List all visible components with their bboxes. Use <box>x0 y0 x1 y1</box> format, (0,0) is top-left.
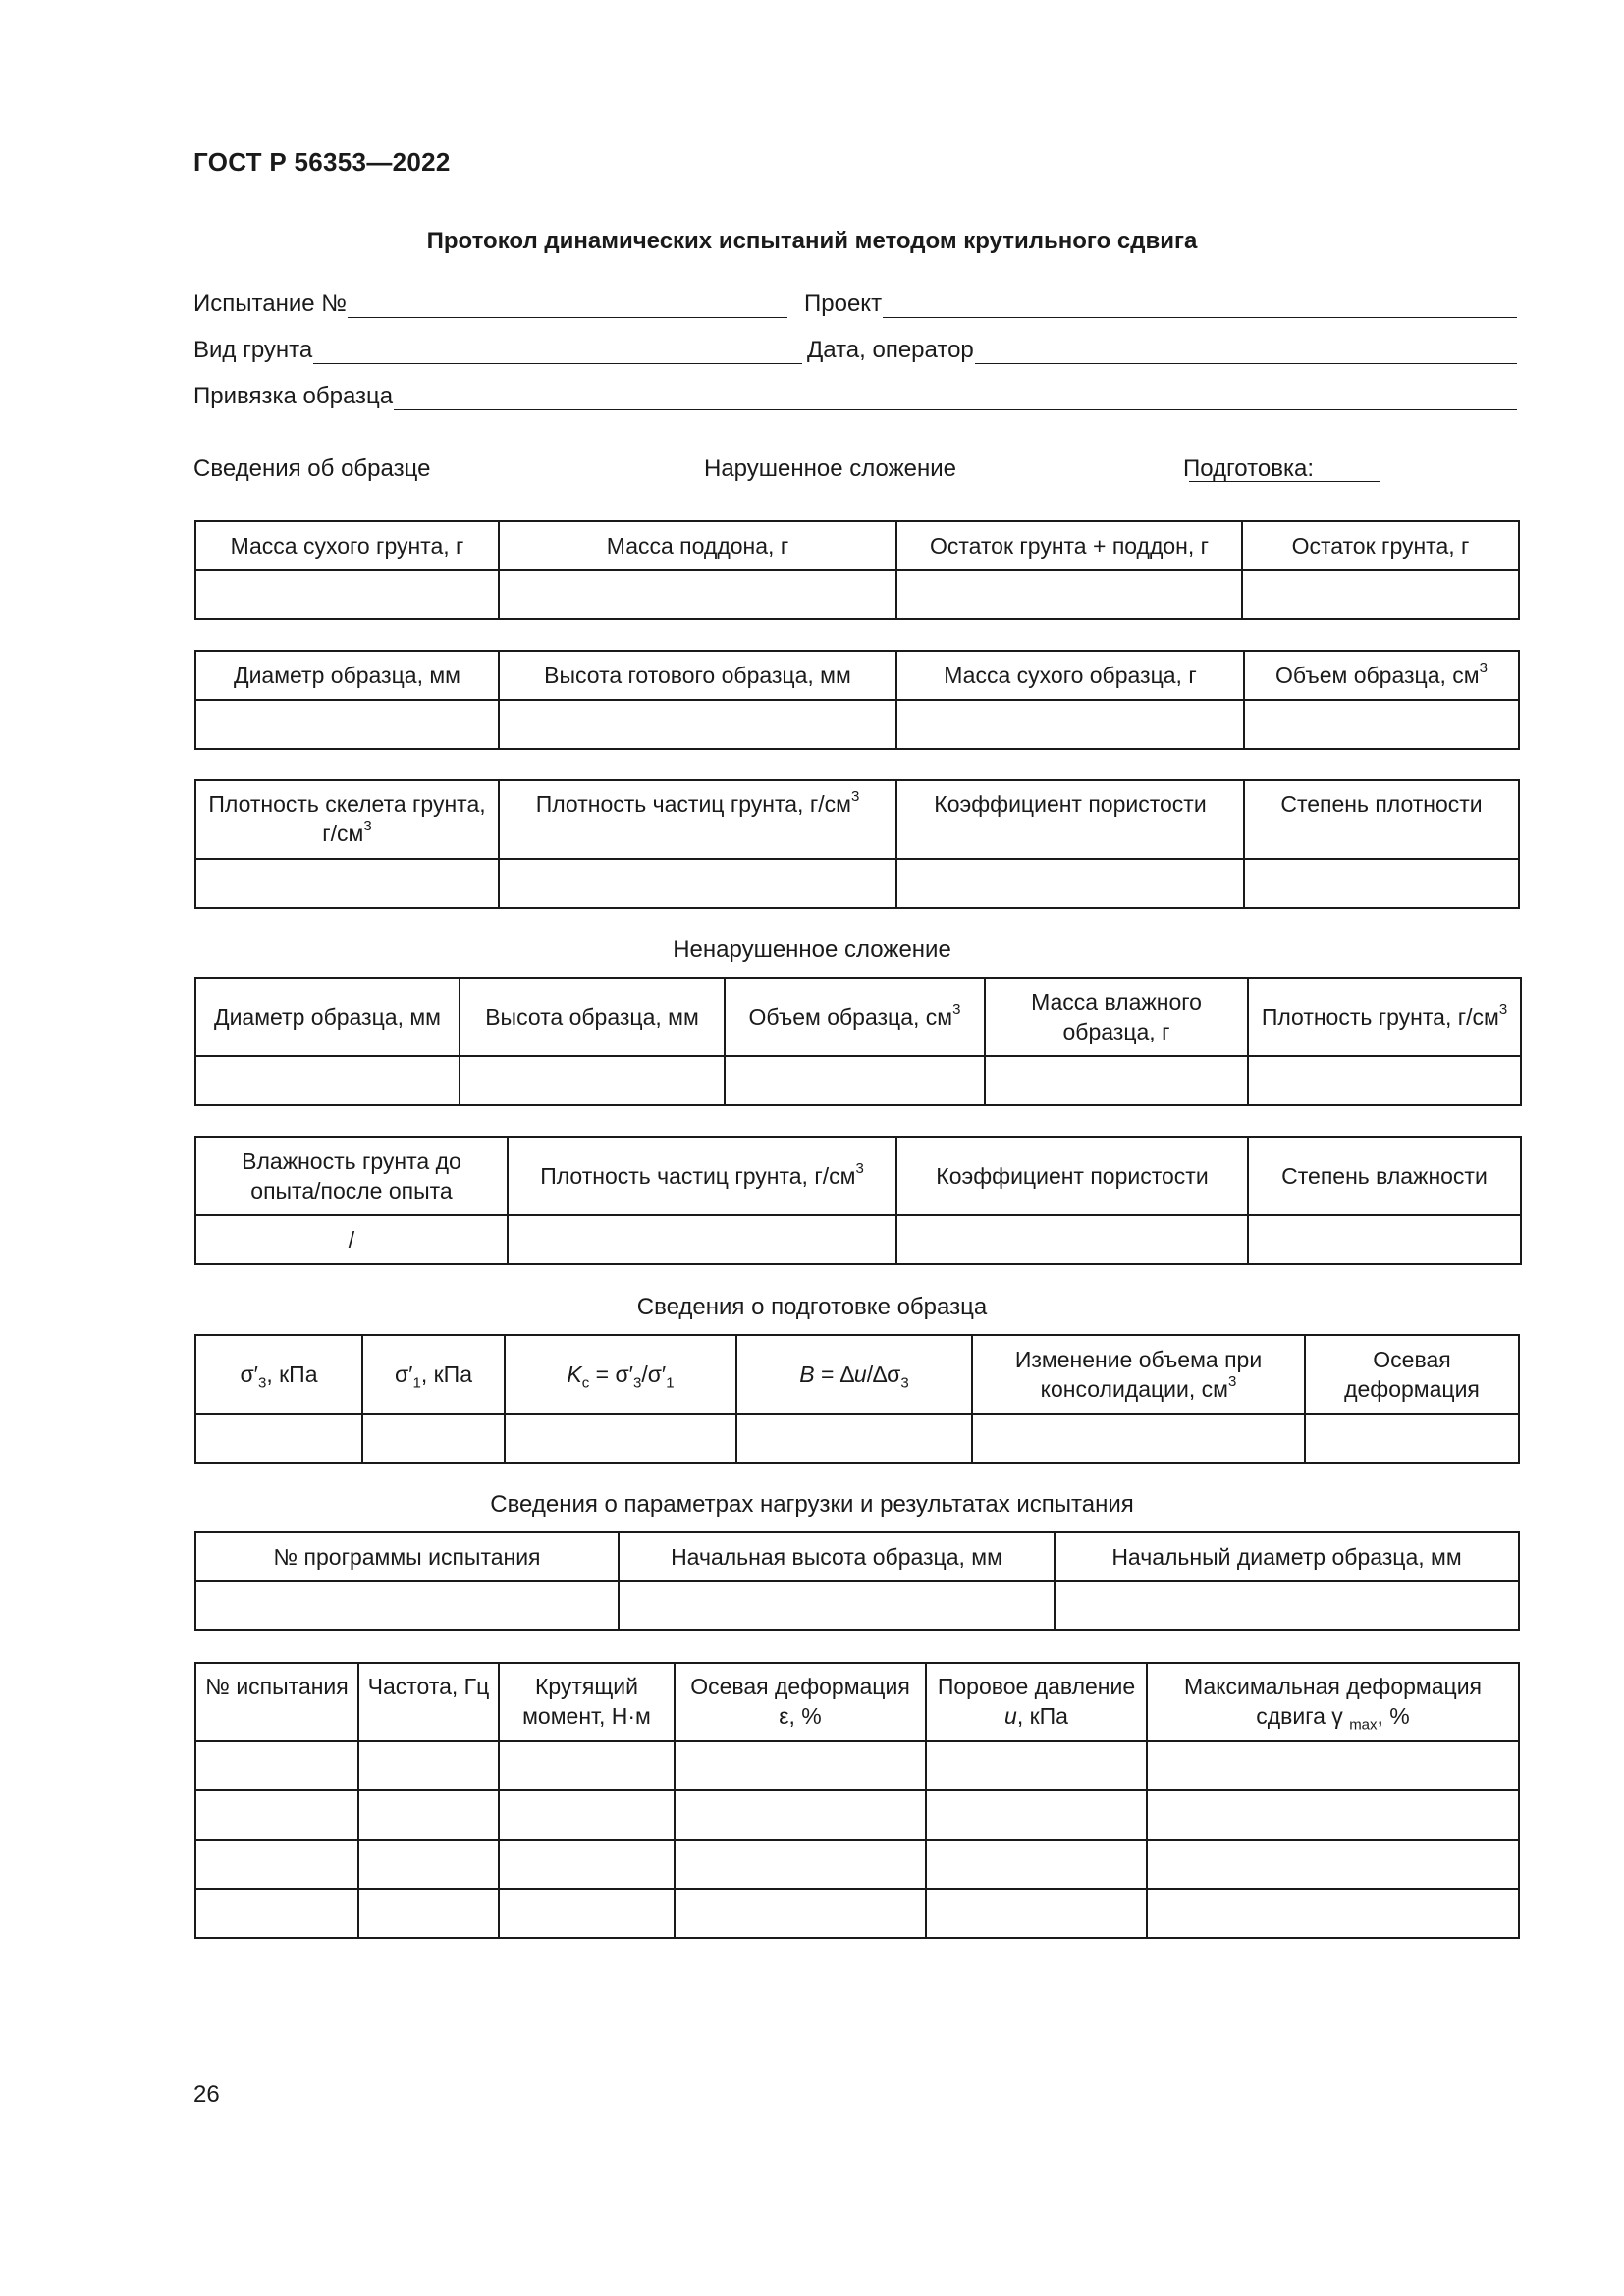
table-test-program <box>194 1531 1520 1631</box>
header-frequency: Частота, Гц <box>358 1663 499 1741</box>
table-cell[interactable] <box>499 859 896 908</box>
table-row <box>195 1790 1519 1840</box>
table-cell[interactable] <box>499 1840 675 1889</box>
sample-location-line[interactable] <box>394 384 1517 410</box>
document-id: ГОСТ Р 56353—2022 <box>193 147 451 177</box>
preparation-heading: Сведения о подготовке образца <box>636 1294 988 1320</box>
header-program-number: № программы испытания <box>195 1532 619 1581</box>
table-cell[interactable] <box>362 1414 505 1463</box>
header-sigma1: $\sigma'_1$, кПа <box>362 1335 505 1414</box>
table-cell[interactable] <box>896 700 1244 749</box>
header-moisture: Влажность грунта до опыта/после опыта <box>195 1137 508 1215</box>
header-tray-mass: Масса поддона, г <box>499 521 896 570</box>
preparation-label: Подготовка: <box>1183 455 1314 482</box>
table-cell[interactable] <box>195 859 499 908</box>
header-dry-sample-mass: Масса сухого образца, г <box>896 651 1244 700</box>
table-cell[interactable] <box>195 1414 362 1463</box>
sample-location-field[interactable] <box>193 377 1517 410</box>
test-number-label: Испытание № <box>193 291 347 317</box>
header-test-number: № испытания <box>195 1663 358 1741</box>
date-operator-field[interactable] <box>807 331 1517 364</box>
disturbed-label: Нарушенное сложение <box>704 455 956 482</box>
protocol-title: Протокол динамических испытаний методом крутильного сдвига <box>426 228 1198 254</box>
table-preparation <box>194 1334 1520 1464</box>
table-cell[interactable] <box>1147 1790 1519 1840</box>
table-cell[interactable] <box>896 570 1242 619</box>
table-cell[interactable] <box>195 1056 460 1105</box>
table-cell[interactable] <box>1248 1056 1521 1105</box>
header-initial-diameter: Начальный диаметр образца, мм <box>1055 1532 1519 1581</box>
table-cell[interactable] <box>1147 1741 1519 1790</box>
table-cell[interactable] <box>508 1215 896 1264</box>
table-cell[interactable] <box>499 1790 675 1840</box>
table-cell[interactable] <box>195 570 499 619</box>
header-particle-density-2: Плотность частиц грунта, $г/см^3$ <box>508 1137 896 1215</box>
table-cell[interactable] <box>926 1790 1147 1840</box>
table-moisture <box>194 1136 1522 1265</box>
header-density-degree: Степень плотности <box>1244 780 1519 859</box>
table-cell[interactable] <box>926 1889 1147 1938</box>
table-row <box>195 1741 1519 1790</box>
table-cell[interactable] <box>675 1840 926 1889</box>
table-cell[interactable] <box>358 1741 499 1790</box>
header-residue: Остаток грунта, г <box>1242 521 1519 570</box>
table-dry-mass <box>194 520 1520 620</box>
header-axial-strain: Осевая деформация ε, % <box>675 1663 926 1741</box>
preparation-line[interactable] <box>1189 455 1380 482</box>
table-cell[interactable] <box>972 1414 1305 1463</box>
table-cell[interactable] <box>499 1889 675 1938</box>
test-number-line[interactable] <box>348 292 787 318</box>
table-cell[interactable] <box>195 1840 358 1889</box>
table-cell[interactable] <box>499 1741 675 1790</box>
soil-type-label: Вид грунта <box>193 337 313 363</box>
header-porosity-coefficient-2: Коэффициент пористости <box>896 1137 1248 1215</box>
date-operator-label: Дата, оператор <box>807 337 974 363</box>
table-cell[interactable] <box>896 859 1244 908</box>
project-field[interactable] <box>804 285 1517 318</box>
table-cell[interactable] <box>1147 1840 1519 1889</box>
table-test-results <box>194 1662 1520 1939</box>
field-row-1 <box>193 285 1517 318</box>
table-sample-dimensions <box>194 650 1520 750</box>
table-cell[interactable] <box>195 1790 358 1840</box>
header-torque: Крутящий момент, Н·м <box>499 1663 675 1741</box>
undisturbed-heading: Ненарушенное сложение <box>673 936 951 963</box>
header-skeleton-density: Плотность скелета грунта, $г/см^3$ <box>195 780 499 859</box>
table-undisturbed-sample <box>194 977 1522 1106</box>
header-porosity-coefficient: Коэффициент пористости <box>896 780 1244 859</box>
header-dry-soil-mass: Масса сухого грунта, г <box>195 521 499 570</box>
load-params-heading: Сведения о параметрах нагрузки и результатах испытания <box>490 1491 1134 1518</box>
header-kc: $K_c = \sigma'_3/\sigma'_1$ <box>505 1335 736 1414</box>
header-particle-density: Плотность частиц грунта, $г/см^3$ <box>499 780 896 859</box>
header-pore-pressure: Поровое давление u, кПа <box>926 1663 1147 1741</box>
table-cell[interactable] <box>1244 859 1519 908</box>
date-operator-line[interactable] <box>975 338 1517 364</box>
header-axial-deformation: Осевая деформация <box>1305 1335 1519 1414</box>
table-cell[interactable] <box>499 700 896 749</box>
test-number-field[interactable] <box>193 285 787 318</box>
header-height-mm: Высота образца, мм <box>460 978 725 1056</box>
table-cell[interactable] <box>460 1056 725 1105</box>
table-cell[interactable] <box>1305 1414 1519 1463</box>
table-cell[interactable] <box>358 1840 499 1889</box>
table-cell[interactable] <box>675 1790 926 1840</box>
table-cell[interactable] <box>195 700 499 749</box>
table-cell[interactable] <box>926 1840 1147 1889</box>
page-number: 26 <box>193 2081 220 2108</box>
table-cell[interactable] <box>1248 1215 1521 1264</box>
table-cell[interactable] <box>195 1741 358 1790</box>
table-cell[interactable] <box>1242 570 1519 619</box>
table-cell[interactable] <box>1244 700 1519 749</box>
table-cell[interactable] <box>985 1056 1248 1105</box>
header-soil-density: Плотность грунта, $г/см^3$ <box>1248 978 1521 1056</box>
table-cell[interactable] <box>1055 1581 1519 1630</box>
table-cell[interactable] <box>1147 1889 1519 1938</box>
table-density <box>194 779 1520 909</box>
table-cell[interactable] <box>358 1889 499 1938</box>
table-cell[interactable] <box>926 1741 1147 1790</box>
table-cell[interactable] <box>736 1414 972 1463</box>
project-label: Проект <box>804 291 883 317</box>
sample-info-label: Сведения об образце <box>193 455 431 482</box>
moisture-value-cell[interactable]: / <box>195 1215 508 1264</box>
table-cell[interactable] <box>619 1581 1055 1630</box>
table-cell[interactable] <box>499 570 896 619</box>
field-row-2 <box>193 331 1517 364</box>
header-volume: Объем образца, $см^3$ <box>725 978 985 1056</box>
table-cell[interactable] <box>675 1889 926 1938</box>
header-wet-mass: Масса влажного образца, г <box>985 978 1248 1056</box>
table-cell[interactable] <box>195 1581 619 1630</box>
header-max-shear-strain: Максимальная деформация сдвига γ $_{max}$, % <box>1147 1663 1519 1741</box>
header-residue-tray: Остаток грунта + поддон, г <box>896 521 1242 570</box>
header-sample-volume: Объем образца, $см^3$ <box>1244 651 1519 700</box>
header-initial-height: Начальная высота образца, мм <box>619 1532 1055 1581</box>
soil-type-field[interactable] <box>193 331 802 364</box>
table-cell[interactable] <box>725 1056 985 1105</box>
table-cell[interactable] <box>195 1889 358 1938</box>
soil-type-line[interactable] <box>313 338 802 364</box>
table-row <box>195 1840 1519 1889</box>
sample-location-label: Привязка образца <box>193 383 394 409</box>
header-sigma3: $\sigma'_3$, кПа <box>195 1335 362 1414</box>
table-cell[interactable] <box>505 1414 736 1463</box>
header-moisture-degree: Степень влажности <box>1248 1137 1521 1215</box>
table-cell[interactable] <box>358 1790 499 1840</box>
header-b-coefficient: $B = \Delta u/\Delta\sigma_3$ <box>736 1335 972 1414</box>
table-cell[interactable] <box>896 1215 1248 1264</box>
table-cell[interactable] <box>675 1741 926 1790</box>
table-row <box>195 1889 1519 1938</box>
project-line[interactable] <box>883 292 1517 318</box>
header-sample-diameter: Диаметр образца, мм <box>195 651 499 700</box>
header-diameter-mm: Диаметр образца, мм <box>195 978 460 1056</box>
field-row-3 <box>193 377 1517 410</box>
header-volume-change: Изменение объема при консолидации, $см^3$ <box>972 1335 1305 1414</box>
header-prepared-height: Высота готового образца, мм <box>499 651 896 700</box>
